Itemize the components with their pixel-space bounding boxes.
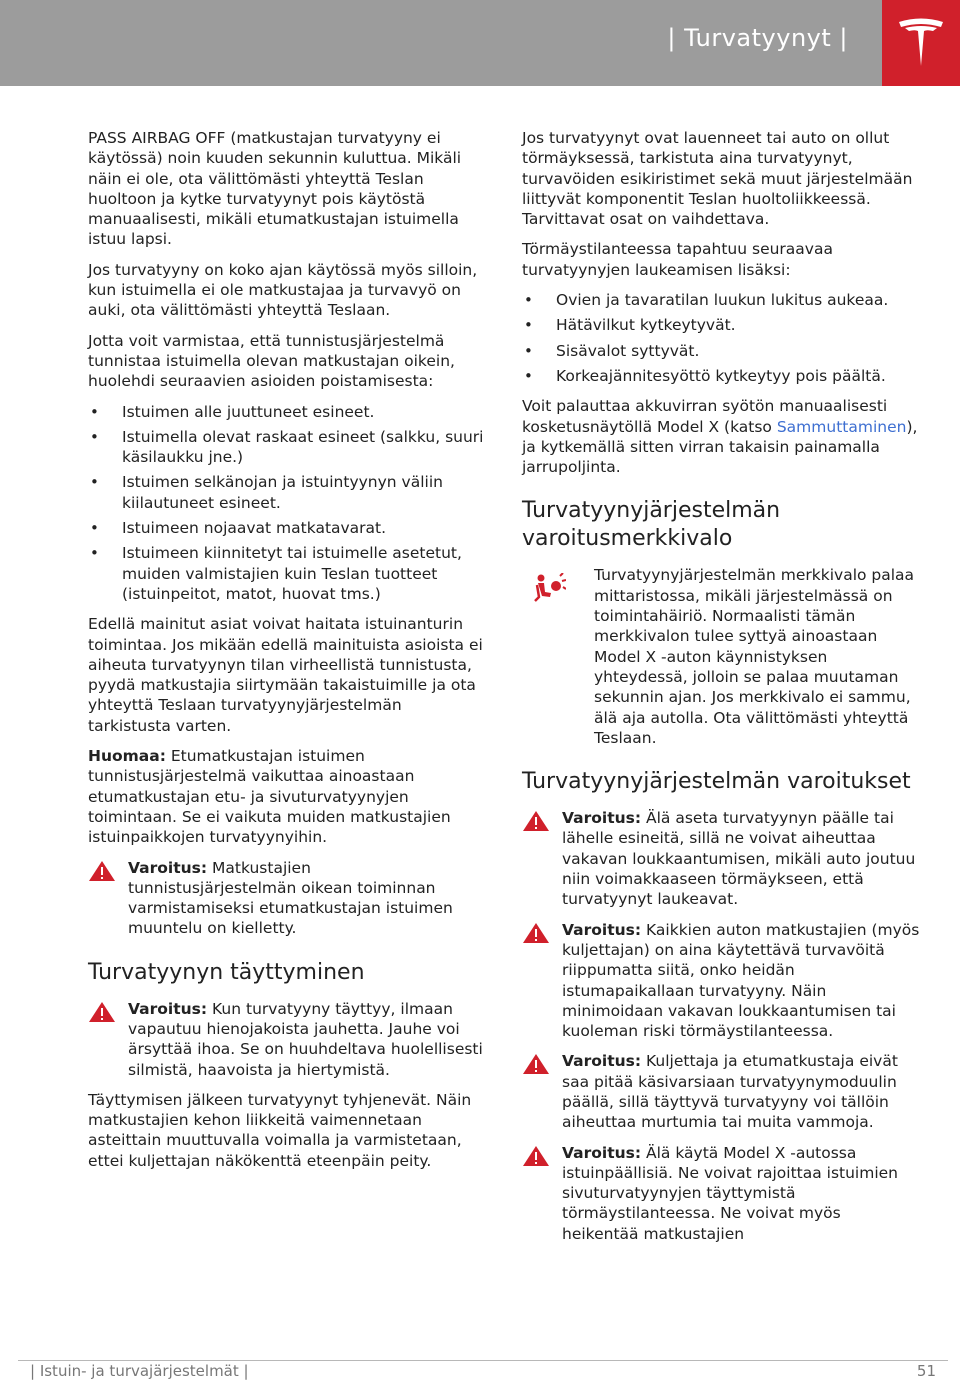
tesla-logo-icon [897,16,945,70]
warning-text: Kuljettaja ja etumatkustaja eivät saa pitää käsivarsiaan turvatyynymoduulin päällä, sillä täyttyvä turvatyyny voi tällöin aiheuttaa murtumia tai muita vammoja. [562,1052,898,1132]
warning-text: Kun turvatyyny täyttyy, ilmaan vapautuu hienojakoista jauhetta. Jauhe voi ärsyttää ihoa. Se on huuhdeltava huolellisesti silmistä, haavoista ja hiertymistä. [128,999,483,1079]
airbag-warning-icon [532,573,566,603]
list-item: • Istuimella olevat raskaat esineet (salkku, suuri käsilaukku jne.) [88,427,484,468]
brand-logo [882,0,960,86]
warning-block [522,808,922,909]
warning-block [522,1143,922,1244]
list-item: • Hätävilkut kytkeytyvät. [522,315,922,335]
section-heading: Turvatyynyjärjestelmän varoitukset [522,769,911,795]
warning-text: Kaikkien auton matkustajien (myös kuljettajan) on aina käytettävä turvavöitä riippumatta siitä, onko heidän istumapaikallaan turvatyyny. Näin minimoidaan vakavan loukkaantumisen tai kuoleman riski törmäystilanteessa. [562,920,920,1041]
warning-label: Varoitus: [562,809,642,828]
bullet-list [522,290,922,386]
paragraph [522,396,922,477]
footer-section: | Istuin- ja turvajärjestelmät | [30,1362,249,1380]
page-header [0,0,960,86]
left-column [88,128,484,1181]
paragraph: Täyttymisen jälkeen turvatyynyt tyhjenevät. Näin matkustajien kehon liikkeitä vaimennetaan asteittain muuttuvalla voimalla ja varmistetaan, ettei kuljettajan näkökenttä eteenpäin peity. [88,1090,472,1170]
warning-icon [88,860,116,882]
section-title: | Turvatyynyt | [667,24,848,52]
section-heading: Turvatyynyjärjestelmän varoitusmerkkivalo [522,498,781,552]
list-item: • Korkeajännitesyöttö kytkeytyy pois päältä. [522,366,922,386]
paragraph: Jotta voit varmistaa, että tunnistusjärjestelmä tunnistaa istuimella olevan matkustajan oikein, huolehdi seuraavien asioiden poistamisesta: [88,331,455,391]
paragraph: Edellä mainitut asiat voivat haitata istuinanturin toimintaa. Jos mikään edellä mainituista asioista ei aiheuta turvatyynyn tilan virheellistä tunnistusta, pyydä matkustajia siirtymään takaistuimille ja ota yhteyttä Teslaan turvatyynyjärjestelmän tarkistusta varten. [88,615,483,735]
list-item: • Istuimen selkänojan ja istuintyynyn väliin kiilautuneet esineet. [88,472,484,513]
list-item: • Istuimen alle juuttuneet esineet. [88,402,484,422]
list-item: • Sisävalot syttyvät. [522,341,922,361]
list-item: • Ovien ja tavaratilan luukun lukitus aukeaa. [522,290,922,310]
right-column [522,128,922,1254]
warning-text: Matkustajien tunnistusjärjestelmän oikean toiminnan varmistamiseksi etumatkustajan istuimen muuntelu on kielletty. [128,858,453,938]
note-text: Etumatkustajan istuimen tunnistusjärjestelmä vaikuttaa ainoastaan etumatkustajan etu- ja sivuturvatyynyjen toimintaan. Se ei vaikuta muiden matkustajien istuinpaikkojen turvatyynyihin. [88,747,451,847]
warning-label: Varoitus: [562,920,642,939]
section-heading: Turvatyynyn täyttyminen [88,959,365,985]
page-number: 51 [916,1362,936,1380]
list-item: • Istuimeen kiinnitetyt tai istuimelle asetetut, muiden valmistajien kuin Teslan tuotteet (istuinpeitot, matot, huovat tms.) [88,543,484,604]
bullet-list [88,402,484,605]
warning-label: Varoitus: [562,1143,642,1162]
warning-text: Älä käytä Model X -autossa istuinpäällisiä. Ne voivat rajoittaa istuimien sivuturvatyynyjen täyttymistä törmäystilanteessa. Ne voivat myös heikentää matkustajien [562,1143,898,1243]
link-sammuttaminen[interactable]: Sammuttaminen [776,417,907,436]
warning-icon [522,1053,550,1075]
note-label: Huomaa: [88,747,166,766]
indicator-text: Turvatyynyjärjestelmän merkkivalo palaa mittaristossa, mikäli järjestelmässä on toimintahäiriö. Normaalisti tämän merkkivalon tulee syttyä ainoastaan Model X -auton käynnistyksen yhteydessä, jolloin se palaa muutaman sekunnin ajan. Jos merkkivalo ei sammu, älä aja autolla. Ota välittömästi yhteyttä Teslaan. [594,566,915,747]
warning-block [522,1051,922,1132]
warning-icon [522,922,550,944]
paragraph: Törmäystilanteessa tapahtuu seuraavaa turvatyynyjen laukeamisen lisäksi: [522,240,833,279]
paragraph: PASS AIRBAG OFF (matkustajan turvatyyny ei käytössä) noin kuuden sekunnin kuluttua. Mikäli näin ei ole, ota välittömästi yhteyttä Teslan huoltoon ja kytke turvatyynyt pois käytöstä manuaalisesti, mikäli etumatkustajan istuimella istuu lapsi. [88,129,462,249]
footer-divider [18,1360,948,1361]
text: ), ja kytkemällä sitten virran takaisin painamalla jarrupoljinta. [522,417,918,477]
warning-block [522,920,922,1042]
warning-block [88,858,484,939]
text: Voit palauttaa akkuvirran syötön manuaalisesti kosketusnäytöllä Model X (katso [522,397,888,436]
warning-icon [522,1145,550,1167]
note [88,746,484,847]
warning-label: Varoitus: [128,858,208,877]
warning-text: Älä aseta turvatyynyn päälle tai lähelle esineitä, sillä ne voivat aiheuttaa vakavan loukkaantumisen, mikäli auto joutuu niin voimakkaaseen törmäykseen, että turvatyynyt laukeavat. [562,809,916,909]
warning-label: Varoitus: [128,999,208,1018]
paragraph: Jos turvatyyny on koko ajan käytössä myös silloin, kun istuimella ei ole matkustajaa ja turvavyö on auki, ota välittömästi yhteyttä Teslaan. [88,260,478,320]
list-item: • Istuimeen nojaavat matkatavarat. [88,518,484,538]
warning-icon [88,1001,116,1023]
paragraph: Jos turvatyynyt ovat lauenneet tai auto on ollut törmäyksessä, tarkistuta aina turvatyynyt, turvavöiden esikiristimet sekä muut järjestelmään liittyvät komponentit Teslan huoltoliikkeessä. Tarvittavat osat on vaihdettava. [522,129,913,229]
warning-label: Varoitus: [562,1052,642,1071]
indicator-block [522,565,922,748]
warning-block [88,999,484,1080]
warning-icon [522,810,550,832]
